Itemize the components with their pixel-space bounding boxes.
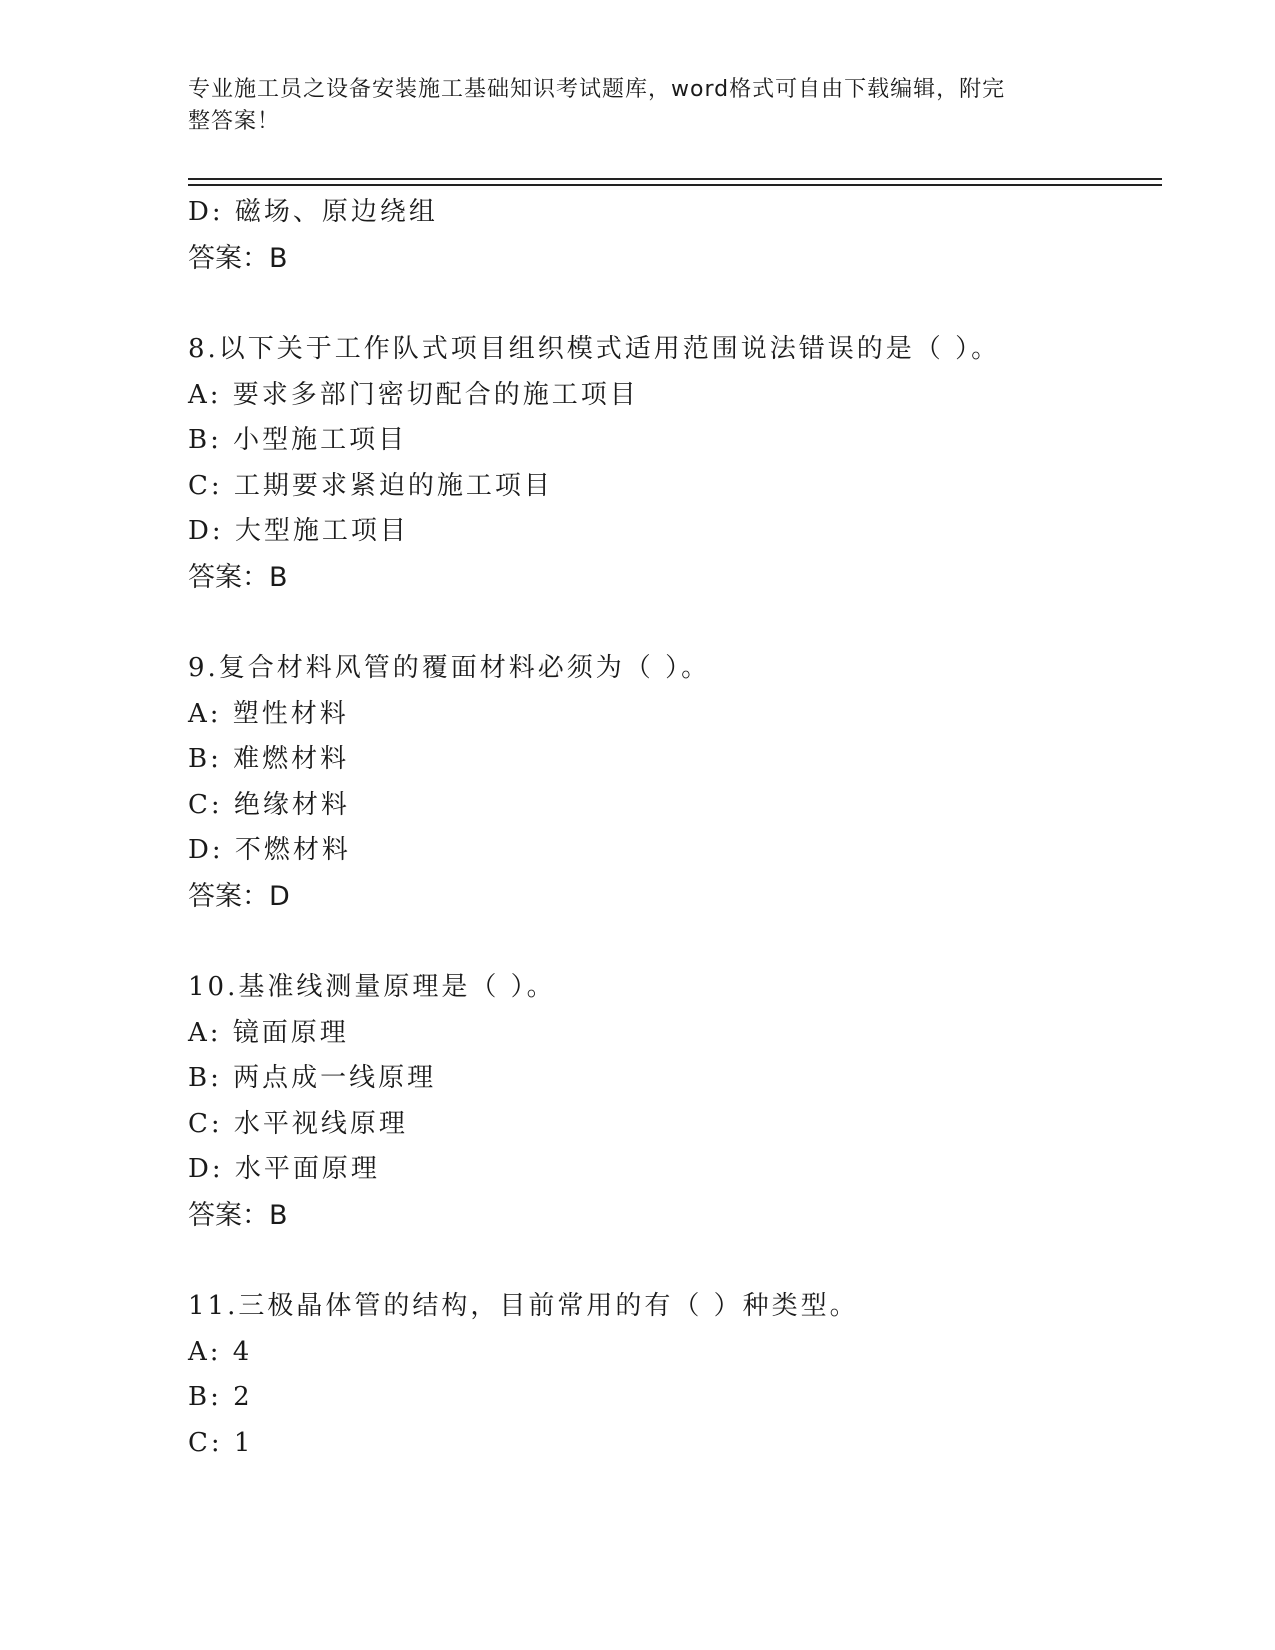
document-header <box>188 74 1068 138</box>
option-c: C: 绝缘材料 <box>188 789 350 820</box>
option-a: A: 要求多部门密切配合的施工项目 <box>188 379 639 410</box>
answer: 答案：B <box>188 242 288 274</box>
header-rule-top <box>188 178 1162 180</box>
option-c: C: 1 <box>188 1427 254 1458</box>
header-line-2: 整答案！ <box>188 109 281 134</box>
header-line-1: 专业施工员之设备安装施工基础知识考试题库，word格式可自由下载编辑，附完 <box>188 77 1006 102</box>
option-d: D: 水平面原理 <box>188 1154 380 1184</box>
question-stem: 10.基准线测量原理是（ ）。 <box>188 972 556 1002</box>
option-c: C: 水平视线原理 <box>188 1108 408 1139</box>
option-b: B: 小型施工项目 <box>188 425 408 455</box>
option-d: D: 大型施工项目 <box>188 516 409 546</box>
option-b: B: 两点成一线原理 <box>188 1063 437 1093</box>
option-a: A: 镜面原理 <box>188 1017 349 1048</box>
option-b: B: 难燃材料 <box>188 744 350 774</box>
option-a: A: 4 <box>188 1336 253 1367</box>
question-stem: 11.三极晶体管的结构，目前常用的有（ ）种类型。 <box>188 1291 859 1321</box>
question-stem: 9.复合材料风管的覆面材料必须为（ ）。 <box>188 653 711 683</box>
option-a: A: 塑性材料 <box>188 698 349 729</box>
header-rule-bottom <box>188 184 1162 186</box>
answer: 答案：D <box>188 880 290 912</box>
option-c: C: 工期要求紧迫的施工项目 <box>188 470 553 501</box>
option-d: D: 不燃材料 <box>188 835 351 865</box>
option-b: B: 2 <box>188 1382 253 1412</box>
answer: 答案：B <box>188 561 288 593</box>
answer: 答案：B <box>188 1199 288 1231</box>
option-d: D: 磁场、原边绕组 <box>188 197 438 227</box>
question-list <box>188 190 1148 1466</box>
question-stem: 8.以下关于工作队式项目组织模式适用范围说法错误的是（ ）。 <box>188 334 1001 364</box>
